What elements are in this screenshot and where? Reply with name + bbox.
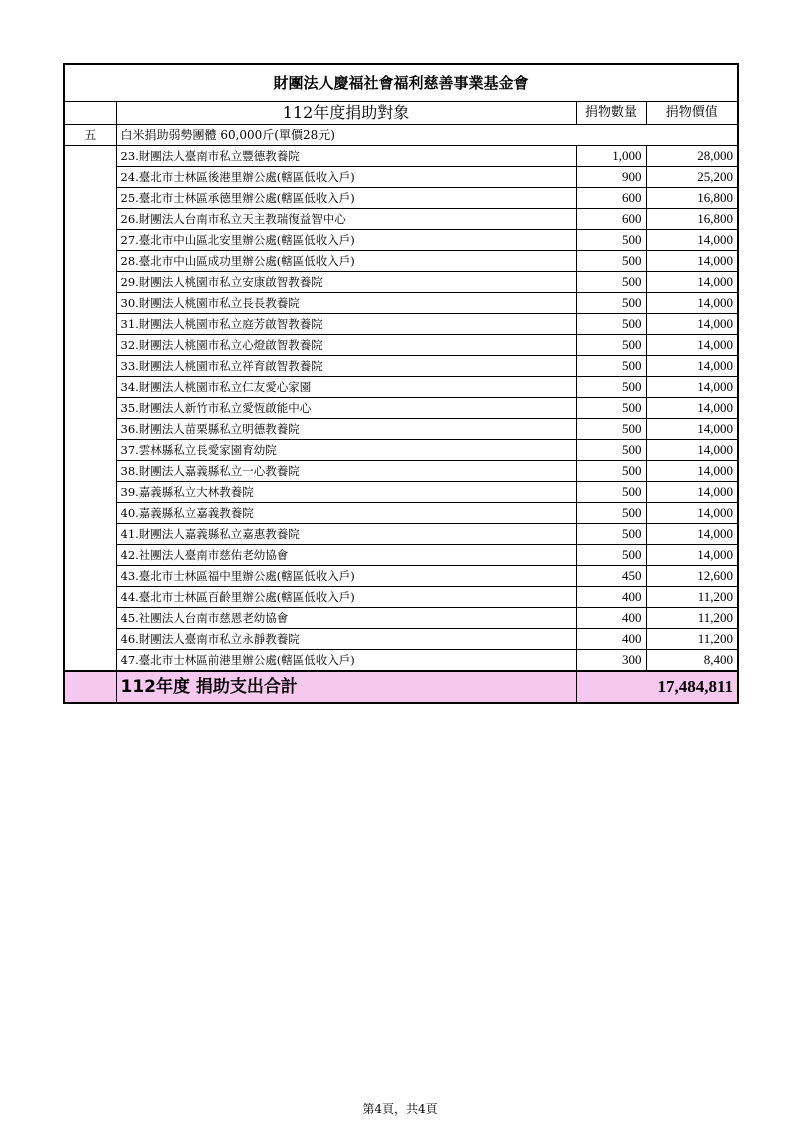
section-label: 白米捐助弱勢團體 60,000斤(單價28元) bbox=[116, 125, 738, 146]
table-row bbox=[64, 209, 738, 230]
table-row bbox=[64, 482, 738, 503]
donation-qty: 500 bbox=[576, 272, 646, 293]
donation-qty: 500 bbox=[576, 398, 646, 419]
row-blank-cell bbox=[64, 545, 116, 566]
row-blank-cell bbox=[64, 650, 116, 672]
recipient-name: 45.社團法人台南市慈恩老幼協會 bbox=[116, 608, 576, 629]
table-row bbox=[64, 650, 738, 672]
table-row bbox=[64, 587, 738, 608]
document-subtitle: 112年度捐助對象 bbox=[116, 102, 576, 125]
donation-value: 14,000 bbox=[646, 314, 738, 335]
row-blank-cell bbox=[64, 293, 116, 314]
table-row bbox=[64, 230, 738, 251]
recipient-name: 27.臺北市中山區北安里辦公處(轄區低收入戶) bbox=[116, 230, 576, 251]
donation-value: 11,200 bbox=[646, 608, 738, 629]
donation-qty: 600 bbox=[576, 209, 646, 230]
recipient-name: 36.財團法人苗栗縣私立明德教養院 bbox=[116, 419, 576, 440]
row-blank-cell bbox=[64, 524, 116, 545]
row-blank-cell bbox=[64, 335, 116, 356]
row-blank-cell bbox=[64, 146, 116, 167]
recipient-name: 35.財團法人新竹市私立愛恆啟能中心 bbox=[116, 398, 576, 419]
donation-value: 14,000 bbox=[646, 272, 738, 293]
title-row bbox=[64, 64, 738, 102]
row-blank-cell bbox=[64, 272, 116, 293]
donation-qty: 400 bbox=[576, 629, 646, 650]
donation-value: 11,200 bbox=[646, 629, 738, 650]
donation-value: 14,000 bbox=[646, 356, 738, 377]
total-blank-cell bbox=[64, 671, 116, 703]
donation-qty: 400 bbox=[576, 587, 646, 608]
donation-qty: 500 bbox=[576, 356, 646, 377]
donation-value: 28,000 bbox=[646, 146, 738, 167]
recipient-name: 37.雲林縣私立長愛家園育幼院 bbox=[116, 440, 576, 461]
donation-value: 14,000 bbox=[646, 293, 738, 314]
recipient-name: 41.財團法人嘉義縣私立嘉惠教養院 bbox=[116, 524, 576, 545]
table-row bbox=[64, 566, 738, 587]
recipient-name: 38.財團法人嘉義縣私立一心教養院 bbox=[116, 461, 576, 482]
donation-qty: 500 bbox=[576, 251, 646, 272]
donation-table bbox=[63, 63, 739, 704]
row-blank-cell bbox=[64, 440, 116, 461]
table-row bbox=[64, 545, 738, 566]
recipient-name: 44.臺北市士林區百齡里辦公處(轄區低收入戶) bbox=[116, 587, 576, 608]
recipient-name: 31.財團法人桃園市私立庭芳啟智教養院 bbox=[116, 314, 576, 335]
total-label: 112年度 捐助支出合計 bbox=[116, 671, 576, 703]
table-row bbox=[64, 293, 738, 314]
donation-qty: 450 bbox=[576, 566, 646, 587]
header-row bbox=[64, 102, 738, 125]
donation-value: 14,000 bbox=[646, 461, 738, 482]
row-blank-cell bbox=[64, 461, 116, 482]
donation-value: 12,600 bbox=[646, 566, 738, 587]
table-row bbox=[64, 629, 738, 650]
table-row bbox=[64, 146, 738, 167]
donation-qty: 500 bbox=[576, 314, 646, 335]
recipient-name: 47.臺北市士林區前港里辦公處(轄區低收入戶) bbox=[116, 650, 576, 672]
header-blank-cell bbox=[64, 102, 116, 125]
donation-qty: 500 bbox=[576, 503, 646, 524]
donation-value: 14,000 bbox=[646, 251, 738, 272]
donation-value: 14,000 bbox=[646, 398, 738, 419]
table-row bbox=[64, 503, 738, 524]
recipient-name: 40.嘉義縣私立嘉義教養院 bbox=[116, 503, 576, 524]
row-blank-cell bbox=[64, 377, 116, 398]
section-row bbox=[64, 125, 738, 146]
donation-value: 16,800 bbox=[646, 209, 738, 230]
table-row bbox=[64, 608, 738, 629]
donation-value: 14,000 bbox=[646, 377, 738, 398]
donation-qty: 500 bbox=[576, 335, 646, 356]
donation-value: 14,000 bbox=[646, 230, 738, 251]
row-blank-cell bbox=[64, 419, 116, 440]
table-row bbox=[64, 524, 738, 545]
recipient-name: 24.臺北市士林區後港里辦公處(轄區低收入戶) bbox=[116, 167, 576, 188]
donation-qty: 900 bbox=[576, 167, 646, 188]
donation-value: 11,200 bbox=[646, 587, 738, 608]
donation-qty: 500 bbox=[576, 482, 646, 503]
column-header-qty: 捐物數量 bbox=[576, 102, 646, 125]
recipient-name: 25.臺北市士林區承德里辦公處(轄區低收入戶) bbox=[116, 188, 576, 209]
donation-value: 14,000 bbox=[646, 419, 738, 440]
donation-qty: 300 bbox=[576, 650, 646, 672]
row-blank-cell bbox=[64, 587, 116, 608]
donation-qty: 500 bbox=[576, 545, 646, 566]
donation-value: 14,000 bbox=[646, 335, 738, 356]
row-blank-cell bbox=[64, 629, 116, 650]
donation-qty: 500 bbox=[576, 293, 646, 314]
recipient-name: 28.臺北市中山區成功里辦公處(轄區低收入戶) bbox=[116, 251, 576, 272]
row-blank-cell bbox=[64, 251, 116, 272]
total-row bbox=[64, 671, 738, 703]
row-blank-cell bbox=[64, 398, 116, 419]
donation-value: 14,000 bbox=[646, 503, 738, 524]
donation-qty: 500 bbox=[576, 524, 646, 545]
total-value: 17,484,811 bbox=[576, 671, 738, 703]
row-blank-cell bbox=[64, 566, 116, 587]
donation-qty: 500 bbox=[576, 419, 646, 440]
donation-value: 8,400 bbox=[646, 650, 738, 672]
table-row bbox=[64, 461, 738, 482]
donation-qty: 500 bbox=[576, 377, 646, 398]
table-row bbox=[64, 314, 738, 335]
row-blank-cell bbox=[64, 314, 116, 335]
page-footer: 第4頁，共4頁 bbox=[362, 1102, 438, 1116]
recipient-name: 29.財團法人桃園市私立安康啟智教養院 bbox=[116, 272, 576, 293]
section-number: 五 bbox=[64, 125, 116, 146]
row-blank-cell bbox=[64, 209, 116, 230]
donation-value: 25,200 bbox=[646, 167, 738, 188]
table-row bbox=[64, 398, 738, 419]
recipient-name: 30.財團法人桃園市私立長長教養院 bbox=[116, 293, 576, 314]
recipient-name: 26.財團法人台南市私立天主教瑞復益智中心 bbox=[116, 209, 576, 230]
donation-value: 14,000 bbox=[646, 440, 738, 461]
row-blank-cell bbox=[64, 167, 116, 188]
table-row bbox=[64, 272, 738, 293]
table-row bbox=[64, 377, 738, 398]
document-title: 財團法人慶福社會福利慈善事業基金會 bbox=[64, 64, 738, 102]
donation-qty: 500 bbox=[576, 461, 646, 482]
row-blank-cell bbox=[64, 230, 116, 251]
donation-qty: 600 bbox=[576, 188, 646, 209]
table-row bbox=[64, 335, 738, 356]
recipient-name: 43.臺北市士林區福中里辦公處(轄區低收入戶) bbox=[116, 566, 576, 587]
donation-qty: 400 bbox=[576, 608, 646, 629]
recipient-name: 32.財團法人桃園市私立心燈啟智教養院 bbox=[116, 335, 576, 356]
table-row bbox=[64, 251, 738, 272]
table-row bbox=[64, 419, 738, 440]
column-header-value: 捐物價值 bbox=[646, 102, 738, 125]
table-row bbox=[64, 440, 738, 461]
row-blank-cell bbox=[64, 356, 116, 377]
row-blank-cell bbox=[64, 503, 116, 524]
recipient-name: 33.財團法人桃園市私立祥育啟智教養院 bbox=[116, 356, 576, 377]
recipient-name: 46.財團法人臺南市私立永靜教養院 bbox=[116, 629, 576, 650]
donation-value: 14,000 bbox=[646, 545, 738, 566]
table-row bbox=[64, 188, 738, 209]
recipient-name: 34.財團法人桃園市私立仁友愛心家園 bbox=[116, 377, 576, 398]
donation-qty: 1,000 bbox=[576, 146, 646, 167]
table-row bbox=[64, 356, 738, 377]
row-blank-cell bbox=[64, 608, 116, 629]
donation-value: 14,000 bbox=[646, 482, 738, 503]
recipient-name: 42.社團法人臺南市慈佑老幼協會 bbox=[116, 545, 576, 566]
donation-value: 16,800 bbox=[646, 188, 738, 209]
table-row bbox=[64, 167, 738, 188]
recipient-name: 23.財團法人臺南市私立豐德教養院 bbox=[116, 146, 576, 167]
donation-value: 14,000 bbox=[646, 524, 738, 545]
row-blank-cell bbox=[64, 188, 116, 209]
row-blank-cell bbox=[64, 482, 116, 503]
donation-qty: 500 bbox=[576, 440, 646, 461]
recipient-name: 39.嘉義縣私立大林教養院 bbox=[116, 482, 576, 503]
donation-qty: 500 bbox=[576, 230, 646, 251]
